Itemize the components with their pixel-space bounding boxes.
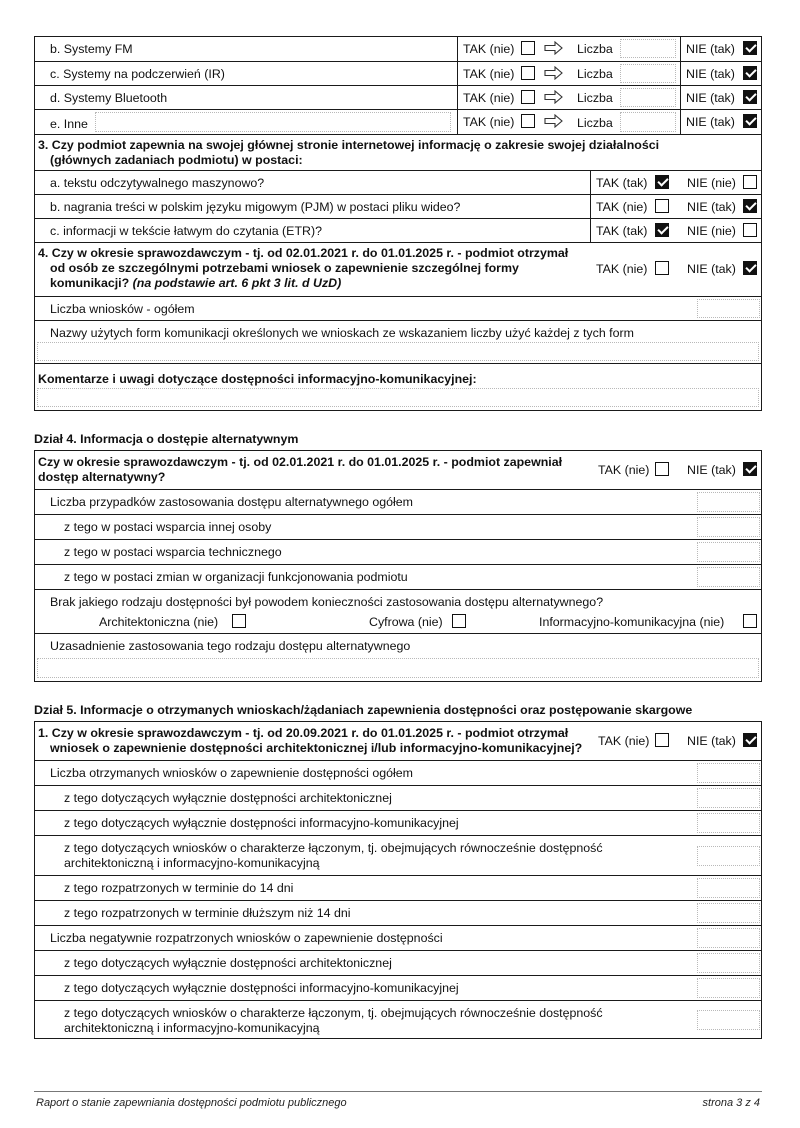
yes-label: TAK (tak) xyxy=(596,176,648,190)
yes-checkbox[interactable] xyxy=(655,199,669,213)
yes-checkbox[interactable] xyxy=(521,114,535,128)
row-label: architektoniczną i informacyjno-komunikacyjną xyxy=(64,856,320,870)
justification-input[interactable] xyxy=(37,658,759,678)
row-label: c. informacji w tekście łatwym do czytania (ETR)? xyxy=(50,224,322,238)
row-label: Uzasadnienie zastosowania tego rodzaju dostępu alternatywnego xyxy=(50,639,411,653)
yes-label: TAK (nie) xyxy=(463,42,515,56)
row-label: z tego dotyczących wyłącznie dostępności architektonicznej xyxy=(64,791,392,805)
alternative-access-table xyxy=(34,450,762,682)
count-input[interactable] xyxy=(697,903,760,923)
table-row xyxy=(35,194,761,218)
requests-table xyxy=(34,721,762,1039)
question-3 xyxy=(35,134,761,170)
table-row xyxy=(35,810,761,835)
table-row xyxy=(35,37,761,61)
question-title: 3. Czy podmiot zapewnia na swojej głównej stronie internetowej informację o zakresie swojej działalności xyxy=(38,138,660,152)
row-label: c. Systemy na podczerwień (IR) xyxy=(50,67,225,81)
yes-checkbox[interactable] xyxy=(655,261,669,275)
table-row xyxy=(35,514,761,539)
architectural-checkbox[interactable] xyxy=(232,614,246,628)
count-input[interactable] xyxy=(697,978,760,998)
row-label: Liczba wniosków - ogółem xyxy=(50,302,195,316)
row-label: z tego dotyczących wyłącznie dostępności informacyjno-komunikacyjnej xyxy=(64,981,459,995)
yes-checkbox[interactable] xyxy=(655,733,669,747)
table-row xyxy=(35,109,761,134)
comments-input[interactable] xyxy=(37,388,759,407)
count-input[interactable] xyxy=(697,953,760,973)
count-input[interactable] xyxy=(697,1010,760,1030)
no-label: NIE (tak) xyxy=(687,200,736,214)
arrow-right-icon xyxy=(544,90,564,104)
table-row xyxy=(35,564,761,589)
row-label: b. Systemy FM xyxy=(50,42,133,56)
yes-checkbox[interactable] xyxy=(521,41,535,55)
page-number: strona 3 z 4 xyxy=(702,1097,760,1109)
arrow-right-icon xyxy=(544,41,564,55)
no-label: NIE (tak) xyxy=(686,42,735,56)
count-label: Liczba xyxy=(577,91,613,105)
yes-checkbox[interactable] xyxy=(655,462,669,476)
no-checkbox[interactable] xyxy=(743,462,757,476)
row-label: Liczba otrzymanych wniosków o zapewnienie dostępności ogółem xyxy=(50,766,413,780)
arrow-right-icon xyxy=(544,66,564,80)
row-label: z tego dotyczących wniosków o charakterze łączonym, tj. obejmujących równocześnie dostępność xyxy=(64,1006,603,1020)
arrow-right-icon xyxy=(544,114,564,128)
count-input[interactable] xyxy=(620,112,676,132)
table-row xyxy=(35,320,761,363)
row-label: Nazwy użytych form komunikacji określonych we wnioskach ze wskazaniem liczby użyć każdej z tych form xyxy=(50,326,634,340)
row-label: z tego dotyczących wyłącznie dostępności architektonicznej xyxy=(64,956,392,970)
section-title: Dział 4. Informacja o dostępie alternatywnym xyxy=(34,432,299,446)
row-label: e. Inne xyxy=(50,117,88,131)
no-checkbox[interactable] xyxy=(743,733,757,747)
count-input[interactable] xyxy=(620,39,676,58)
no-checkbox[interactable] xyxy=(743,66,757,80)
table-row xyxy=(35,875,761,900)
question-title: 1. Czy w okresie sprawozdawczym - tj. od 20.09.2021 r. do 01.01.2025 r. - podmiot otrzymał xyxy=(38,726,569,740)
yes-checkbox[interactable] xyxy=(655,175,669,189)
question-title: Czy w okresie sprawozdawczym - tj. od 02.01.2021 r. do 01.01.2025 r. - podmiot zapewniał xyxy=(38,455,563,469)
info-comm-checkbox[interactable] xyxy=(743,614,757,628)
yes-label: TAK (nie) xyxy=(596,262,648,276)
table-row xyxy=(35,296,761,320)
section-title: Dział 5. Informacje o otrzymanych wnioskach/żądaniach zapewnienia dostępności oraz postępowanie skargowe xyxy=(34,703,693,717)
question xyxy=(35,722,761,760)
row-label: z tego w postaci wsparcia innej osoby xyxy=(64,520,272,534)
comments-label: Komentarze i uwagi dotyczące dostępności informacyjno-komunikacyjnej: xyxy=(38,372,477,386)
footer-divider xyxy=(34,1091,762,1092)
row-label: a. tekstu odczytywalnego maszynowo? xyxy=(50,176,265,190)
count-input[interactable] xyxy=(697,542,760,562)
digital-checkbox[interactable] xyxy=(452,614,466,628)
table-row xyxy=(35,785,761,810)
footer-title: Raport o stanie zapewniania dostępności podmiotu publicznego xyxy=(36,1097,347,1109)
count-input[interactable] xyxy=(697,788,760,808)
count-input[interactable] xyxy=(697,517,760,537)
no-label: NIE (tak) xyxy=(686,91,735,105)
row-label: z tego w postaci wsparcia technicznego xyxy=(64,545,282,559)
question-title: wniosek o zapewnienie dostępności architektonicznej i/lub informacyjno-komunikacyjnej? xyxy=(50,741,583,755)
row-label: Brak jakiego rodzaju dostępności był powodem konieczności zastosowania dostępu alternatywnego? xyxy=(50,595,604,609)
question-title: komunikacji? xyxy=(50,276,130,290)
forms-input[interactable] xyxy=(37,342,759,361)
table-row xyxy=(35,170,761,194)
count-label: Liczba xyxy=(577,42,613,56)
comments-row xyxy=(35,363,761,410)
yes-label: TAK (nie) xyxy=(463,67,515,81)
table-row xyxy=(35,975,761,1000)
legal-reference: (na podstawie art. 6 pkt 3 lit. d UzD) xyxy=(132,276,342,290)
lack-row xyxy=(35,589,761,633)
table-row xyxy=(35,925,761,950)
yes-checkbox[interactable] xyxy=(655,223,669,237)
row-label: d. Systemy Bluetooth xyxy=(50,91,168,105)
table-row xyxy=(35,950,761,975)
no-checkbox[interactable] xyxy=(743,114,757,128)
yes-label: TAK (tak) xyxy=(596,224,648,238)
question-title: od osób ze szczególnymi potrzebami wniosek o zapewnienie szczególnej formy xyxy=(50,261,519,275)
row-label: Liczba przypadków zastosowania dostępu alternatywnego ogółem xyxy=(50,495,413,509)
question-title: 4. Czy w okresie sprawozdawczym - tj. od 02.01.2021 r. do 01.01.2025 r. - podmiot otrzymał xyxy=(38,246,569,260)
yes-label: TAK (nie) xyxy=(463,91,515,105)
count-input[interactable] xyxy=(697,299,760,318)
no-checkbox[interactable] xyxy=(743,261,757,275)
count-input[interactable] xyxy=(697,567,760,587)
no-label: NIE (tak) xyxy=(687,734,736,748)
count-input[interactable] xyxy=(697,763,760,783)
no-checkbox[interactable] xyxy=(743,199,757,213)
row-label: architektoniczną i informacyjno-komunikacyjną xyxy=(64,1021,320,1035)
no-checkbox[interactable] xyxy=(743,41,757,55)
count-input[interactable] xyxy=(697,813,760,833)
no-label: NIE (tak) xyxy=(687,262,736,276)
yes-checkbox[interactable] xyxy=(521,66,535,80)
table-row xyxy=(35,1000,761,1038)
count-input[interactable] xyxy=(620,88,676,107)
no-checkbox[interactable] xyxy=(743,90,757,104)
table-row xyxy=(35,85,761,109)
yes-checkbox[interactable] xyxy=(521,90,535,104)
option-info-comm: Informacyjno-komunikacyjna (nie) xyxy=(539,615,725,629)
question xyxy=(35,451,761,489)
row-label: b. nagrania treści w polskim języku migowym (PJM) w postaci pliku wideo? xyxy=(50,200,461,214)
count-input[interactable] xyxy=(697,928,760,948)
option-digital: Cyfrowa (nie) xyxy=(369,615,443,629)
row-label: z tego rozpatrzonych w terminie dłuższym niż 14 dni xyxy=(64,906,351,920)
no-label: NIE (tak) xyxy=(686,115,735,129)
question-4 xyxy=(35,242,761,296)
count-input[interactable] xyxy=(620,64,676,83)
accessibility-table xyxy=(34,36,762,411)
row-label: z tego rozpatrzonych w terminie do 14 dni xyxy=(64,881,294,895)
other-system-input[interactable] xyxy=(95,112,451,132)
table-row xyxy=(35,900,761,925)
no-label: NIE (nie) xyxy=(687,176,736,190)
table-row xyxy=(35,539,761,564)
count-input[interactable] xyxy=(697,878,760,898)
no-label: NIE (tak) xyxy=(686,67,735,81)
question-title: (głównych zadaniach podmiotu) w postaci: xyxy=(50,153,303,167)
table-row xyxy=(35,760,761,785)
table-row xyxy=(35,835,761,875)
no-label: NIE (tak) xyxy=(687,463,736,477)
row-label: z tego dotyczących wniosków o charakterze łączonym, tj. obejmujących równocześnie dostępność xyxy=(64,841,603,855)
yes-label: TAK (nie) xyxy=(598,734,650,748)
justification-row xyxy=(35,633,761,681)
question-title: dostęp alternatywny? xyxy=(38,470,166,484)
count-label: Liczba xyxy=(577,116,613,130)
no-label: NIE (nie) xyxy=(687,224,736,238)
row-label: z tego dotyczących wyłącznie dostępności informacyjno-komunikacyjnej xyxy=(64,816,459,830)
row-label: Liczba negatywnie rozpatrzonych wniosków o zapewnienie dostępności xyxy=(50,931,443,945)
option-architectural: Architektoniczna (nie) xyxy=(99,615,219,629)
yes-label: TAK (nie) xyxy=(596,200,648,214)
count-input[interactable] xyxy=(697,492,760,512)
no-checkbox[interactable] xyxy=(743,223,757,237)
row-label: z tego w postaci zmian w organizacji funkcjonowania podmiotu xyxy=(64,570,408,584)
yes-label: TAK (nie) xyxy=(463,115,515,129)
table-row xyxy=(35,61,761,85)
table-row xyxy=(35,489,761,514)
table-row xyxy=(35,218,761,242)
count-label: Liczba xyxy=(577,67,613,81)
yes-label: TAK (nie) xyxy=(598,463,650,477)
no-checkbox[interactable] xyxy=(743,175,757,189)
count-input[interactable] xyxy=(697,846,760,866)
